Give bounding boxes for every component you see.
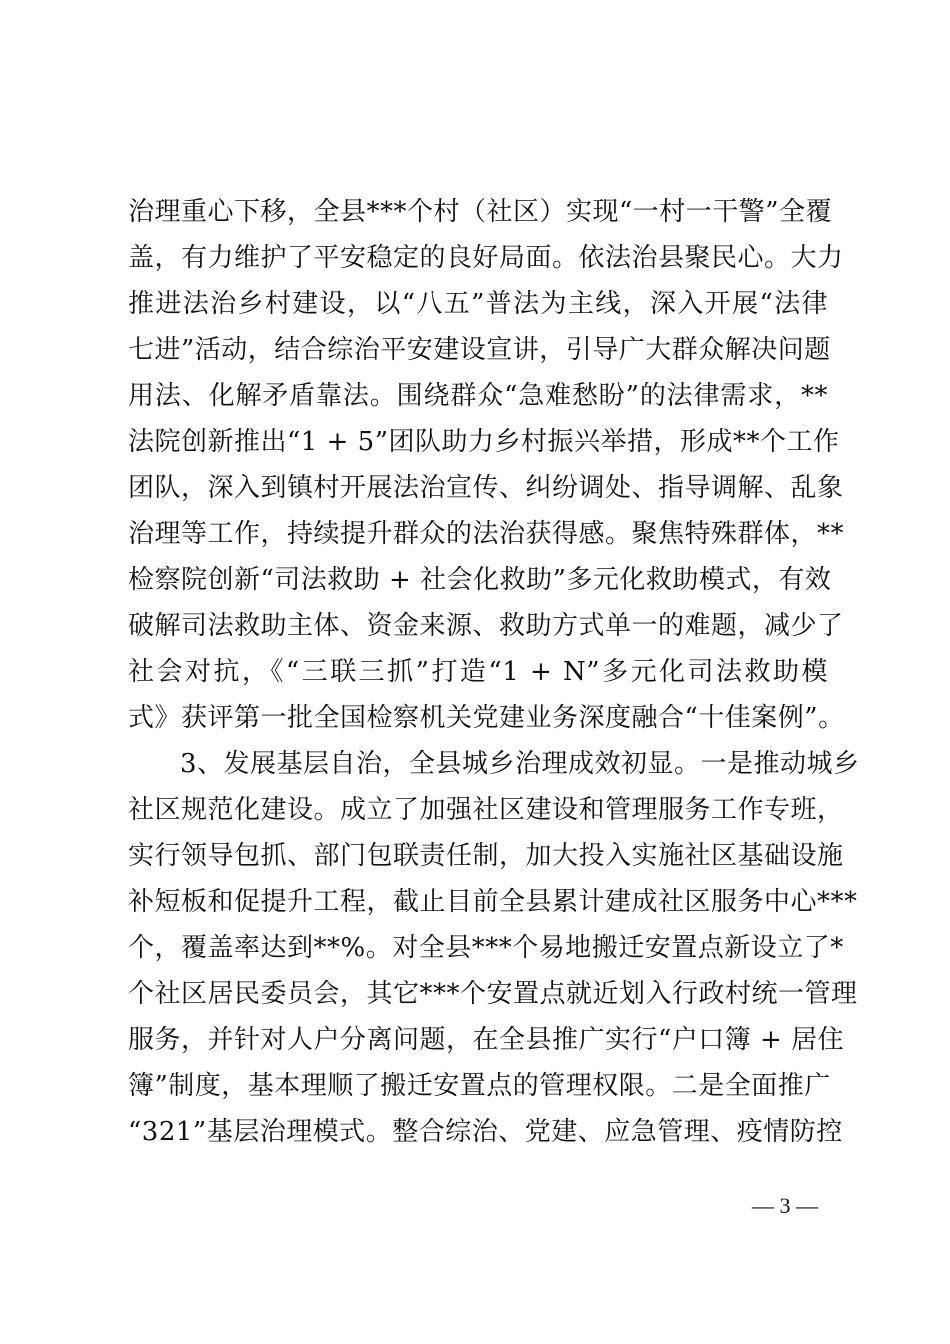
text-line: 推进法治乡村建设，以“八五”普法为主线，深入开展“法律 bbox=[128, 289, 828, 319]
text-line: 3、发展基层自治，全县城乡治理成效初显。一是推动城乡 bbox=[180, 749, 860, 779]
text-line: 社会对抗，《“三联三抓”打造“1 + N”多元化司法救助模 bbox=[128, 657, 828, 687]
text-line: “321”基层治理模式。整合综治、党建、应急管理、疫情防控 bbox=[128, 1117, 843, 1147]
text-line: 检察院创新“司法救助 + 社会化救助”多元化救助模式，有效 bbox=[128, 565, 832, 595]
text-line: 七进”活动，结合综治平安建设宣讲，引导广大群众解决问题 bbox=[128, 335, 831, 365]
text-line: 服务，并针对人户分离问题，在全县推广实行“户口簿 + 居住 bbox=[128, 1025, 845, 1055]
text-line: 团队，深入到镇村开展法治宣传、纠纷调处、指导调解、乱象 bbox=[128, 473, 844, 503]
text-line: 个，覆盖率达到**%。对全县***个易地搬迁安置点新设立了* bbox=[128, 933, 844, 963]
text-line: 盖，有力维护了平安稳定的良好局面。依法治县聚民心。大力 bbox=[128, 243, 844, 273]
text-line: 社区规范化建设。成立了加强社区建设和管理服务工作专班， bbox=[128, 795, 844, 825]
text-line: 法院创新推出“1 + 5”团队助力乡村振兴举措，形成**个工作 bbox=[128, 427, 840, 457]
text-line: 补短板和促提升工程，截止目前全县累计建成社区服务中心*** bbox=[128, 887, 858, 917]
text-line: 治理等工作，持续提升群众的法治获得感。聚焦特殊群体，** bbox=[128, 519, 845, 549]
text-line: 实行领导包抓、部门包联责任制，加大投入实施社区基础设施 bbox=[128, 841, 844, 871]
page-number: — 3 — bbox=[752, 1193, 818, 1218]
text-line: 用法、化解矛盾靠法。围绕群众“急难愁盼”的法律需求，** bbox=[128, 381, 828, 411]
text-line: 式》获评第一批全国检察机关党建业务深度融合“十佳案例”。 bbox=[128, 703, 845, 733]
text-line: 破解司法救助主体、资金来源、救助方式单一的难题，减少了 bbox=[128, 611, 844, 641]
text-line: 治理重心下移，全县***个村（社区）实现“一村一干警”全覆 bbox=[128, 197, 833, 227]
text-line: 簿”制度，基本理顺了搬迁安置点的管理权限。二是全面推广 bbox=[128, 1071, 831, 1101]
text-line: 个社区居民委员会，其它***个安置点就近划入行政村统一管理 bbox=[128, 979, 858, 1009]
